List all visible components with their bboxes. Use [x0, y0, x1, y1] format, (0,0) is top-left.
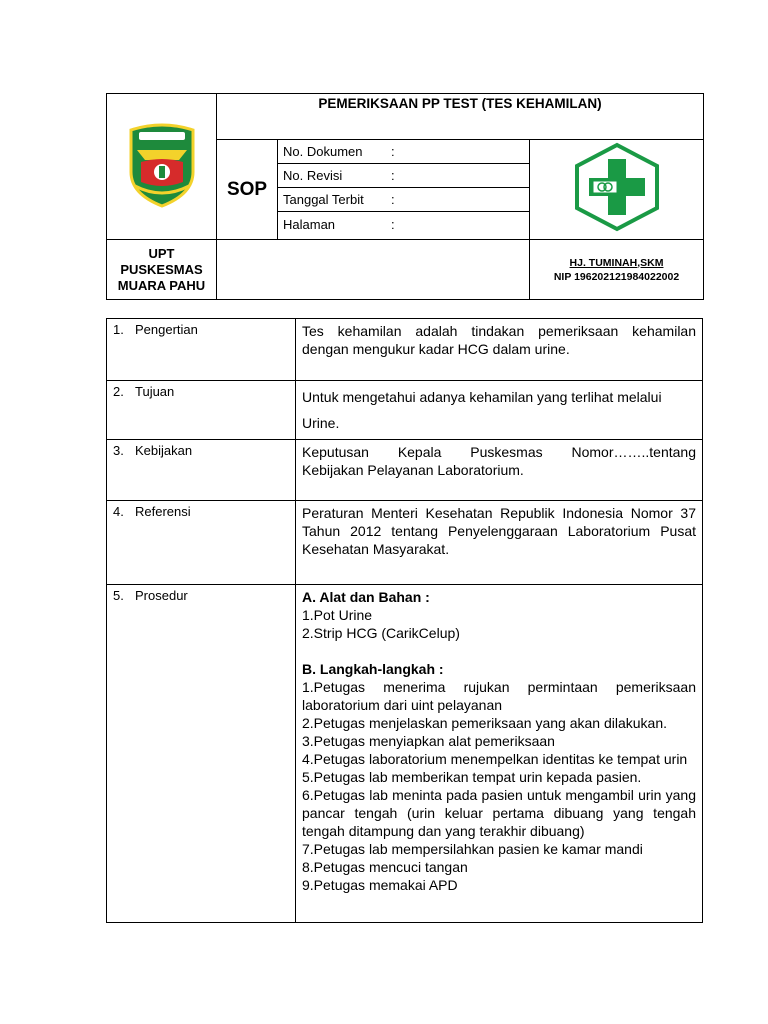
step-item: 5.Petugas lab memberikan tempat urin kepada pasien.	[302, 769, 642, 785]
section-text: Untuk mengetahui adanya kehamilan yang terlihat melalui Urine.	[296, 381, 703, 440]
section-text: Tes kehamilan adalah tindakan pemeriksaan kehamilan dengan mengukur kadar HCG dalam urine.	[296, 319, 703, 381]
meta-row-issue-date: Tanggal Terbit :	[278, 188, 529, 212]
section-label: 4. Referensi	[107, 501, 296, 585]
tool-item: 2.Strip HCG (CarikCelup)	[302, 625, 460, 641]
organization-name: UPT PUSKESMAS MUARA PAHU	[107, 240, 217, 300]
step-item: 3.Petugas menyiapkan alat pemeriksaan	[302, 733, 555, 749]
section-row-referensi	[107, 501, 703, 585]
meta-row-page: Halaman :	[283, 217, 395, 232]
section-label: 2. Tujuan	[107, 381, 296, 440]
signer-cell	[530, 240, 704, 300]
steps-heading: B. Langkah-langkah :	[302, 661, 444, 677]
section-text: Peraturan Menteri Kesehatan Republik Indonesia Nomor 37 Tahun 2012 tentang Penyelenggaraan Laboratorium Pusat Kesehatan Masyarakat.	[296, 501, 703, 585]
regency-logo-cell	[107, 94, 217, 240]
step-item: 9.Petugas memakai APD	[302, 877, 458, 893]
sop-label: SOP	[217, 140, 278, 240]
regency-logo-icon	[125, 120, 199, 208]
step-item: 4.Petugas laboratorium menempelkan identitas ke tempat urin	[302, 751, 688, 767]
meta-row-revision: No. Revisi :	[278, 164, 529, 188]
signer-name: HJ. TUMINAH,SKM	[569, 256, 664, 269]
puskesmas-logo-icon	[571, 142, 663, 232]
section-label: 1. Pengertian	[107, 319, 296, 381]
signature-space	[217, 240, 530, 300]
step-item: 6.Petugas lab meninta pada pasien untuk mengambil urin yang pancar tengah (urin keluar pertama dibuang yang tengah tengah ditampung dan yang terakhir dibuang)	[302, 787, 696, 839]
section-row-pengertian	[107, 319, 703, 381]
puskesmas-logo-cell	[530, 140, 704, 240]
document-title: PEMERIKSAAN PP TEST (TES KEHAMILAN)	[217, 94, 704, 140]
meta-row-document-number: No. Dokumen :	[278, 140, 529, 164]
step-item: 1.Petugas menerima rujukan permintaan pemeriksaan laboratorium dari uint pelayanan	[302, 679, 696, 713]
tool-item: 1.Pot Urine	[302, 607, 373, 623]
procedure-text	[296, 585, 703, 923]
document-meta	[278, 140, 530, 240]
section-label: 3. Kebijakan	[107, 440, 296, 501]
step-item: 2.Petugas menjelaskan pemeriksaan yang akan dilakukan.	[302, 715, 668, 731]
section-row-prosedur	[107, 585, 703, 923]
signer-nip: NIP 196202121984022002	[553, 270, 680, 283]
section-row-kebijakan	[107, 440, 703, 501]
sop-header-table	[106, 93, 704, 300]
section-row-tujuan	[107, 381, 703, 440]
section-text: Keputusan Kepala Puskesmas Nomor……..tentang Kebijakan Pelayanan Laboratorium.	[296, 440, 703, 501]
step-item: 7.Petugas lab mempersilahkan pasien ke kamar mandi	[302, 841, 643, 857]
sop-content-table	[106, 318, 703, 923]
step-item: 8.Petugas mencuci tangan	[302, 859, 468, 875]
section-label: 5. Prosedur	[107, 585, 296, 923]
tools-heading: A. Alat dan Bahan :	[302, 589, 430, 605]
